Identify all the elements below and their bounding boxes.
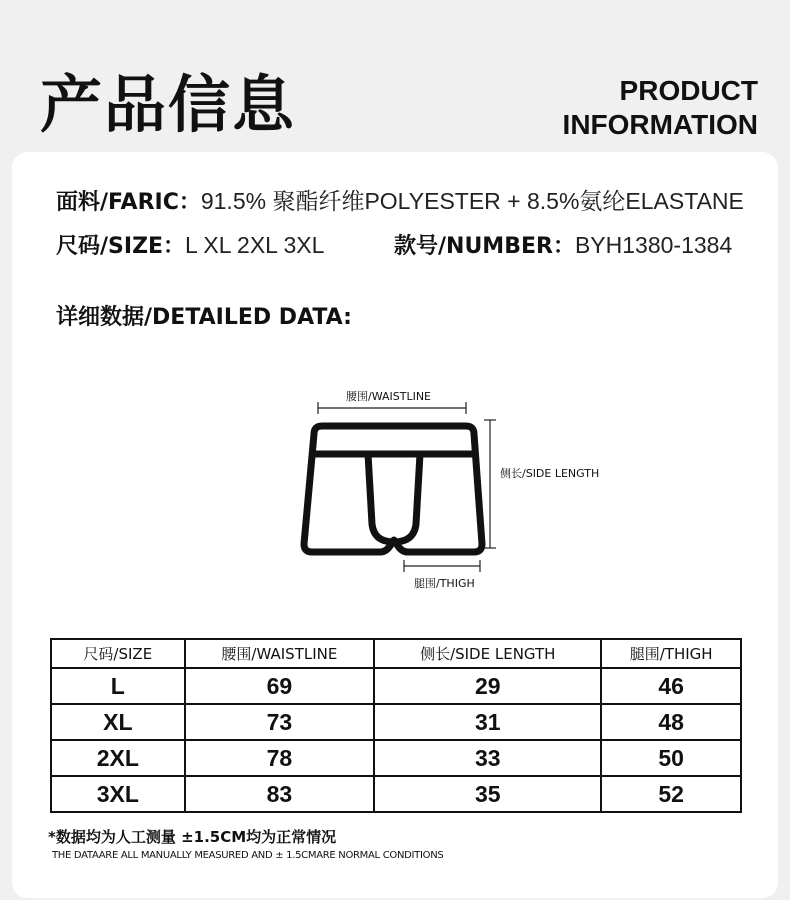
cell-side-length: 31 bbox=[374, 704, 601, 740]
page-title-en bbox=[563, 74, 758, 142]
detailed-data-heading: 详细数据/DETAILED DATA: bbox=[56, 305, 352, 330]
table-row bbox=[51, 740, 741, 776]
header-waistline: 腰围/WAISTLINE bbox=[185, 639, 375, 668]
number-value: BYH1380-1384 bbox=[574, 232, 733, 258]
info-card bbox=[12, 152, 778, 898]
title-en-line1: PRODUCT bbox=[619, 75, 758, 106]
cell-thigh: 48 bbox=[601, 704, 741, 740]
cell-size: XL bbox=[51, 704, 185, 740]
size-table bbox=[50, 638, 742, 813]
title-en-line2: INFORMATION bbox=[562, 109, 758, 140]
cell-side-length: 35 bbox=[374, 776, 601, 812]
table-row bbox=[51, 668, 741, 704]
page-title-cn: 产品信息 bbox=[40, 68, 297, 141]
header-side-length: 侧长/SIDE LENGTH bbox=[374, 639, 601, 668]
table-row bbox=[51, 776, 741, 812]
cell-waistline: 73 bbox=[185, 704, 375, 740]
waistline-label: 腰围/WAISTLINE bbox=[346, 390, 432, 403]
boxer-diagram bbox=[12, 152, 778, 612]
measurement-note-cn: *数据均为人工测量 ±1.5CM均为正常情况 bbox=[48, 828, 337, 846]
cell-side-length: 29 bbox=[374, 668, 601, 704]
cell-size: L bbox=[51, 668, 185, 704]
cell-waistline: 69 bbox=[185, 668, 375, 704]
cell-waistline: 83 bbox=[185, 776, 375, 812]
header-thigh: 腿围/THIGH bbox=[601, 639, 741, 668]
thigh-label: 腿围/THIGH bbox=[414, 577, 475, 590]
fabric-label: 面料/FARIC： bbox=[56, 190, 201, 215]
size-value: L XL 2XL 3XL bbox=[185, 232, 325, 258]
table-header-row bbox=[51, 639, 741, 668]
cell-thigh: 52 bbox=[601, 776, 741, 812]
size-label: 尺码/SIZE： bbox=[56, 234, 186, 259]
header-size: 尺码/SIZE bbox=[51, 639, 185, 668]
cell-thigh: 46 bbox=[601, 668, 741, 704]
cell-waistline: 78 bbox=[185, 740, 375, 776]
measurement-note-en: THE DATAARE ALL MANUALLY MEASURED AND ± 1.5CMARE NORMAL CONDITIONS bbox=[52, 850, 444, 861]
table-row bbox=[51, 704, 741, 740]
side-length-label: 侧长/SIDE LENGTH bbox=[500, 467, 600, 480]
boxer-outline bbox=[304, 426, 482, 552]
cell-size: 3XL bbox=[51, 776, 185, 812]
cell-thigh: 50 bbox=[601, 740, 741, 776]
fabric-value: 91.5% 聚酯纤维POLYESTER + 8.5%氨纶ELASTANE bbox=[200, 188, 744, 214]
cell-size: 2XL bbox=[51, 740, 185, 776]
cell-side-length: 33 bbox=[374, 740, 601, 776]
number-label: 款号/NUMBER： bbox=[394, 234, 575, 259]
